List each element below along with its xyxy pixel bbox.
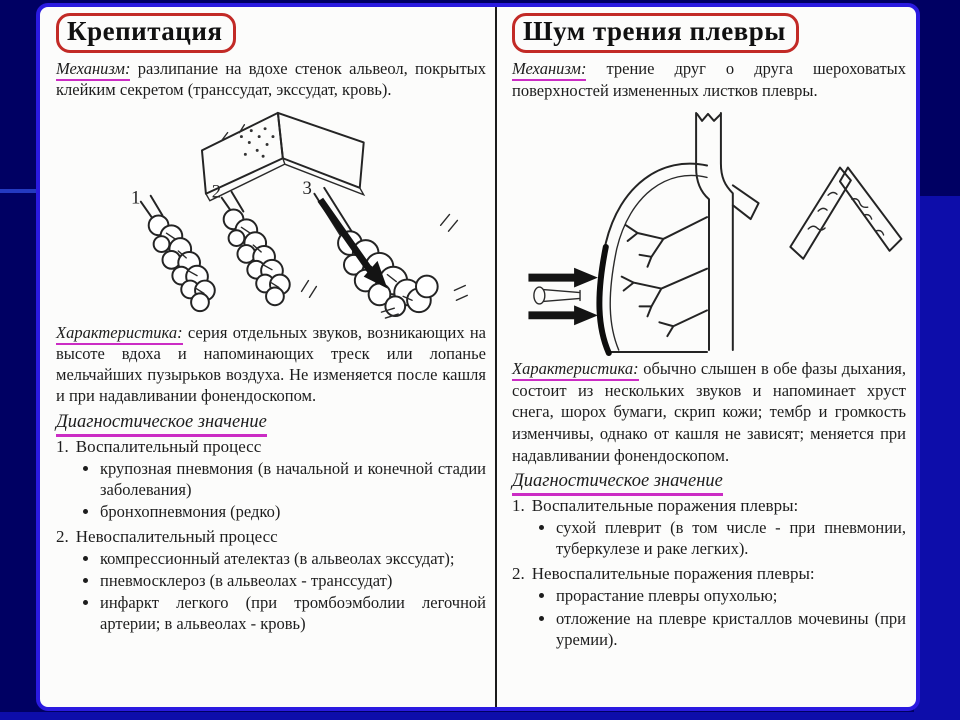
- pressure-arrows-icon: [528, 268, 597, 326]
- section-heading: 1. Воспалительные поражения плевры:: [512, 496, 799, 516]
- list-item: • инфаркт легкого (при тромбоэмболии легочной артерии; в альвеолах - кровь): [100, 592, 486, 634]
- right-mechanism-text: трение друг о друга шероховатых поверхностей измененных листков плевры.: [512, 59, 906, 100]
- left-characteristic-paragraph: [56, 322, 486, 407]
- right-column: [512, 11, 906, 655]
- right-mechanism-label: Механизм:: [512, 59, 586, 81]
- background-accent-line: [0, 189, 38, 193]
- background-band-right: [914, 196, 960, 720]
- left-characteristic-label: Характеристика:: [56, 323, 183, 345]
- figure-label-3: 3: [302, 177, 312, 199]
- left-mechanism-paragraph: [56, 58, 486, 101]
- slide-panel: [36, 3, 920, 711]
- alveoli-illustration: [56, 106, 486, 320]
- crepitation-figure: [56, 106, 486, 320]
- left-characteristic-text: серия отдельных звуков, возникающих на высоте вдоха и напоминающих треск или лопанье мельчайших пузырьков воздуха. Не изменяется после кашля и при надавливании фонендоскопом.: [56, 322, 486, 406]
- alveoli-cluster-1-icon: [141, 195, 215, 310]
- stethoscope-bell-icon: [534, 287, 580, 304]
- right-title: Шум трения плевры: [523, 16, 786, 46]
- list-item: • пневмосклероз (в альвеолах - транссудат): [100, 570, 486, 591]
- list-item: • крупозная пневмония (в начальной и конечной стадии заболевания): [100, 458, 486, 500]
- alveoli-cluster-2-icon: [222, 191, 290, 304]
- list-item: • прорастание плевры опухолью;: [556, 585, 906, 606]
- left-mechanism-text: разлипание на вдохе стенок альвеол, покрытых клейким секретом (транссудат, экссудат, кровь).: [56, 59, 487, 100]
- bronchial-tree-icon: [622, 217, 707, 336]
- trachea-icon: [696, 113, 759, 350]
- alveolar-walls-chevron-icon: [202, 112, 364, 203]
- right-section-1: [512, 496, 906, 559]
- right-characteristic-text: обычно слышен в обе фазы дыхания, состоит из нескольких звуков и напоминает хруст снега, шорох бумаги, скрип кожи; тембр и громкость изменчивы, однако от кашля не зависят; меняется при надавливании фонендоскопом.: [512, 359, 907, 465]
- list-item: • бронхопневмония (редко): [100, 501, 486, 522]
- figure-label-2: 2: [211, 181, 222, 203]
- pleura-figure: [512, 106, 906, 356]
- section-list: [56, 548, 486, 634]
- left-title-box: [56, 13, 236, 53]
- pleural-sheets-chevron-icon: [790, 168, 901, 259]
- list-item: • отложение на плевре кристаллов мочевины (при уремии).: [556, 608, 906, 650]
- left-diagnostic-heading: Диагностическое значение: [56, 412, 486, 433]
- section-heading: 1. Воспалительный процесс: [56, 436, 262, 456]
- right-title-box: [512, 13, 799, 53]
- right-characteristic-paragraph: [512, 358, 906, 466]
- lung-illustration: [512, 106, 906, 356]
- section-heading: 2. Невоспалительные поражения плевры:: [512, 564, 815, 584]
- left-title: Крепитация: [67, 16, 223, 46]
- section-list: [56, 458, 486, 522]
- left-section-1: [56, 437, 486, 522]
- left-section-2: [56, 527, 486, 634]
- right-mechanism-paragraph: [512, 58, 906, 101]
- left-mechanism-label: Механизм:: [56, 59, 130, 81]
- right-section-2: [512, 564, 906, 649]
- background-band-bottom: [0, 712, 960, 720]
- alveoli-cluster-3-icon: [302, 187, 468, 317]
- figure-label-1: 1: [130, 187, 141, 209]
- section-heading: 2. Невоспалительный процесс: [56, 527, 278, 547]
- left-column: [56, 11, 486, 639]
- lung-outline-icon: [599, 164, 707, 353]
- list-item: • компрессионный ателектаз (в альвеолах экссудат);: [100, 548, 486, 569]
- section-list: [512, 517, 906, 559]
- right-diagnostic-heading: Диагностическое значение: [512, 471, 906, 492]
- right-characteristic-label: Характеристика:: [512, 359, 639, 381]
- section-list: [512, 585, 906, 649]
- list-item: • сухой плеврит (в том числе - при пневмонии, туберкулезе и раке легких).: [556, 517, 906, 559]
- column-divider: [495, 7, 497, 707]
